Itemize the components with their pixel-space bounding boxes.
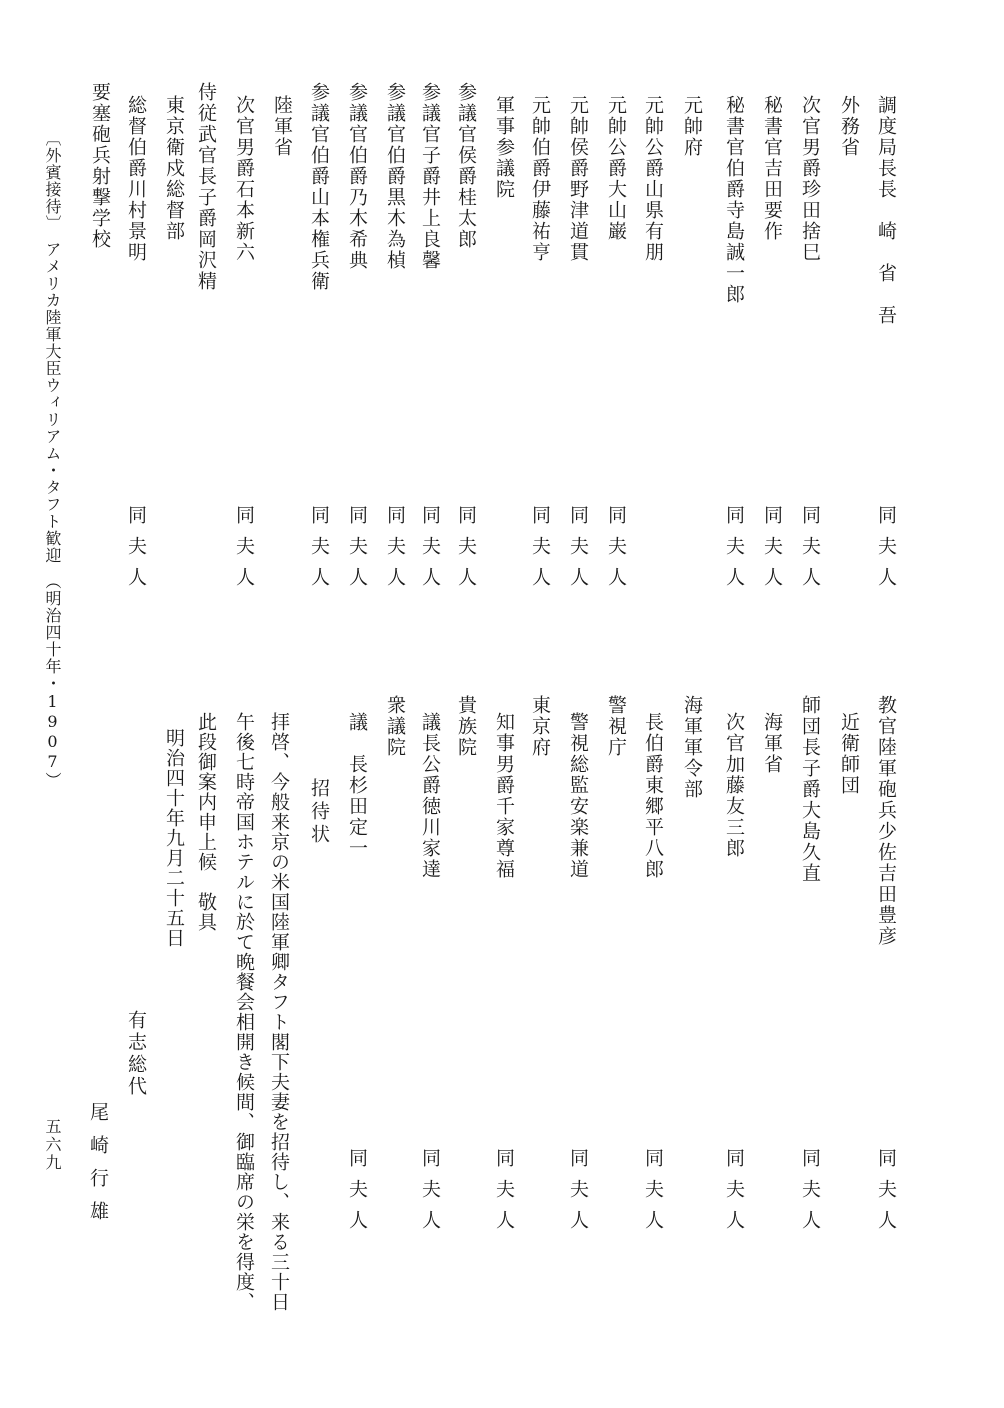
bottom-entry: 近衛師団	[838, 712, 860, 796]
page-number: 五六九	[43, 1118, 62, 1172]
bottom-entry-honorific: 同夫人	[567, 1148, 589, 1241]
top-entry: 次官男爵石本新六	[233, 95, 255, 263]
top-entry: 参議官伯爵乃木希典	[346, 82, 368, 271]
top-entry: 参議官子爵井上良馨	[419, 82, 441, 271]
bottom-entry: 知事男爵千家尊福	[493, 712, 515, 880]
sender-name: 尾崎行雄	[87, 1102, 109, 1234]
top-entry-honorific: 同夫人	[384, 505, 406, 598]
bottom-entry-honorific: 同夫人	[723, 1148, 745, 1241]
section-heading: 〔外賓接待〕 アメリカ陸軍大臣ウィリアム・タフト歓迎 （明治四十年・1907）	[43, 130, 62, 789]
top-entry: 要塞砲兵射撃学校	[89, 82, 111, 250]
bottom-entry: 貴族院	[455, 695, 477, 758]
top-entry-honorific: 同夫人	[233, 505, 255, 598]
top-entry: 調度局長長 崎 省 吾	[875, 95, 897, 326]
top-entry: 元帥公爵大山巌	[605, 95, 627, 242]
top-entry: 元帥公爵山県有朋	[642, 95, 664, 263]
top-entry-honorific: 同夫人	[455, 505, 477, 598]
bottom-entry: 議長公爵徳川家達	[419, 712, 441, 880]
bottom-entry-honorific: 同夫人	[346, 1148, 368, 1241]
top-entry: 参議官侯爵桂太郎	[455, 82, 477, 250]
top-entry-honorific: 同夫人	[723, 505, 745, 598]
top-entry: 元帥侯爵野津道貫	[567, 95, 589, 263]
bottom-entry: 警視庁	[605, 695, 627, 758]
top-entry-honorific: 同夫人	[567, 505, 589, 598]
top-entry-honorific: 同夫人	[346, 505, 368, 598]
top-entry: 参議官伯爵山本権兵衛	[308, 82, 330, 292]
top-entry: 軍事参議院	[493, 95, 515, 200]
top-entry: 秘書官伯爵寺島誠一郎	[723, 95, 745, 305]
top-entry: 東京衛戍総督部	[163, 95, 185, 242]
letter-line-2: 午後七時帝国ホテルに於て晩餐会相開き候間、御臨席の栄を得度、	[233, 712, 255, 1312]
top-entry: 侍従武官長子爵岡沢精	[195, 82, 217, 292]
top-entry-honorific: 同夫人	[605, 505, 627, 598]
top-entry: 元帥府	[681, 95, 703, 158]
bottom-entry: 議 長杉田定一	[346, 712, 368, 859]
bottom-entry: 海軍省	[761, 712, 783, 775]
bottom-entry: 教官陸軍砲兵少佐吉田豊彦	[875, 695, 897, 947]
sender-group: 有志総代	[125, 1010, 147, 1098]
top-entry-honorific: 同夫人	[125, 505, 147, 598]
letter-date: 明治四十年九月二十五日	[163, 728, 185, 948]
invitation-title: 招待状	[308, 778, 330, 847]
bottom-entry-honorific: 同夫人	[875, 1148, 897, 1241]
top-entry: 秘書官吉田要作	[761, 95, 783, 242]
top-entry-honorific: 同夫人	[419, 505, 441, 598]
top-entry-honorific: 同夫人	[529, 505, 551, 598]
bottom-entry: 長伯爵東郷平八郎	[642, 712, 664, 880]
bottom-entry: 師団長子爵大島久直	[799, 695, 821, 884]
top-entry: 外務省	[838, 95, 860, 158]
bottom-entry-honorific: 同夫人	[419, 1148, 441, 1241]
bottom-entry: 警視総監安楽兼道	[567, 712, 589, 880]
top-entry: 総督伯爵川村景明	[125, 95, 147, 263]
top-entry: 次官男爵珍田捨巳	[799, 95, 821, 263]
top-entry-honorific: 同夫人	[799, 505, 821, 598]
letter-line-3: 此段御案内申上候 敬具	[195, 712, 217, 932]
bottom-entry-honorific: 同夫人	[799, 1148, 821, 1241]
bottom-entry: 東京府	[529, 695, 551, 758]
top-entry: 陸軍省	[271, 95, 293, 158]
top-entry-honorific: 同夫人	[308, 505, 330, 598]
bottom-entry: 海軍軍令部	[681, 695, 703, 800]
bottom-entry-honorific: 同夫人	[493, 1148, 515, 1241]
top-entry-honorific: 同夫人	[875, 505, 897, 598]
top-entry: 元帥伯爵伊藤祐亨	[529, 95, 551, 263]
top-entry: 参議官伯爵黒木為楨	[384, 82, 406, 271]
bottom-entry: 衆議院	[384, 695, 406, 758]
top-entry-honorific: 同夫人	[761, 505, 783, 598]
bottom-entry: 次官加藤友三郎	[723, 712, 745, 859]
letter-line-1: 拝啓、今般来京の米国陸軍卿タフト閣下夫妻を招待し、来る三十日	[268, 712, 290, 1312]
bottom-entry-honorific: 同夫人	[642, 1148, 664, 1241]
